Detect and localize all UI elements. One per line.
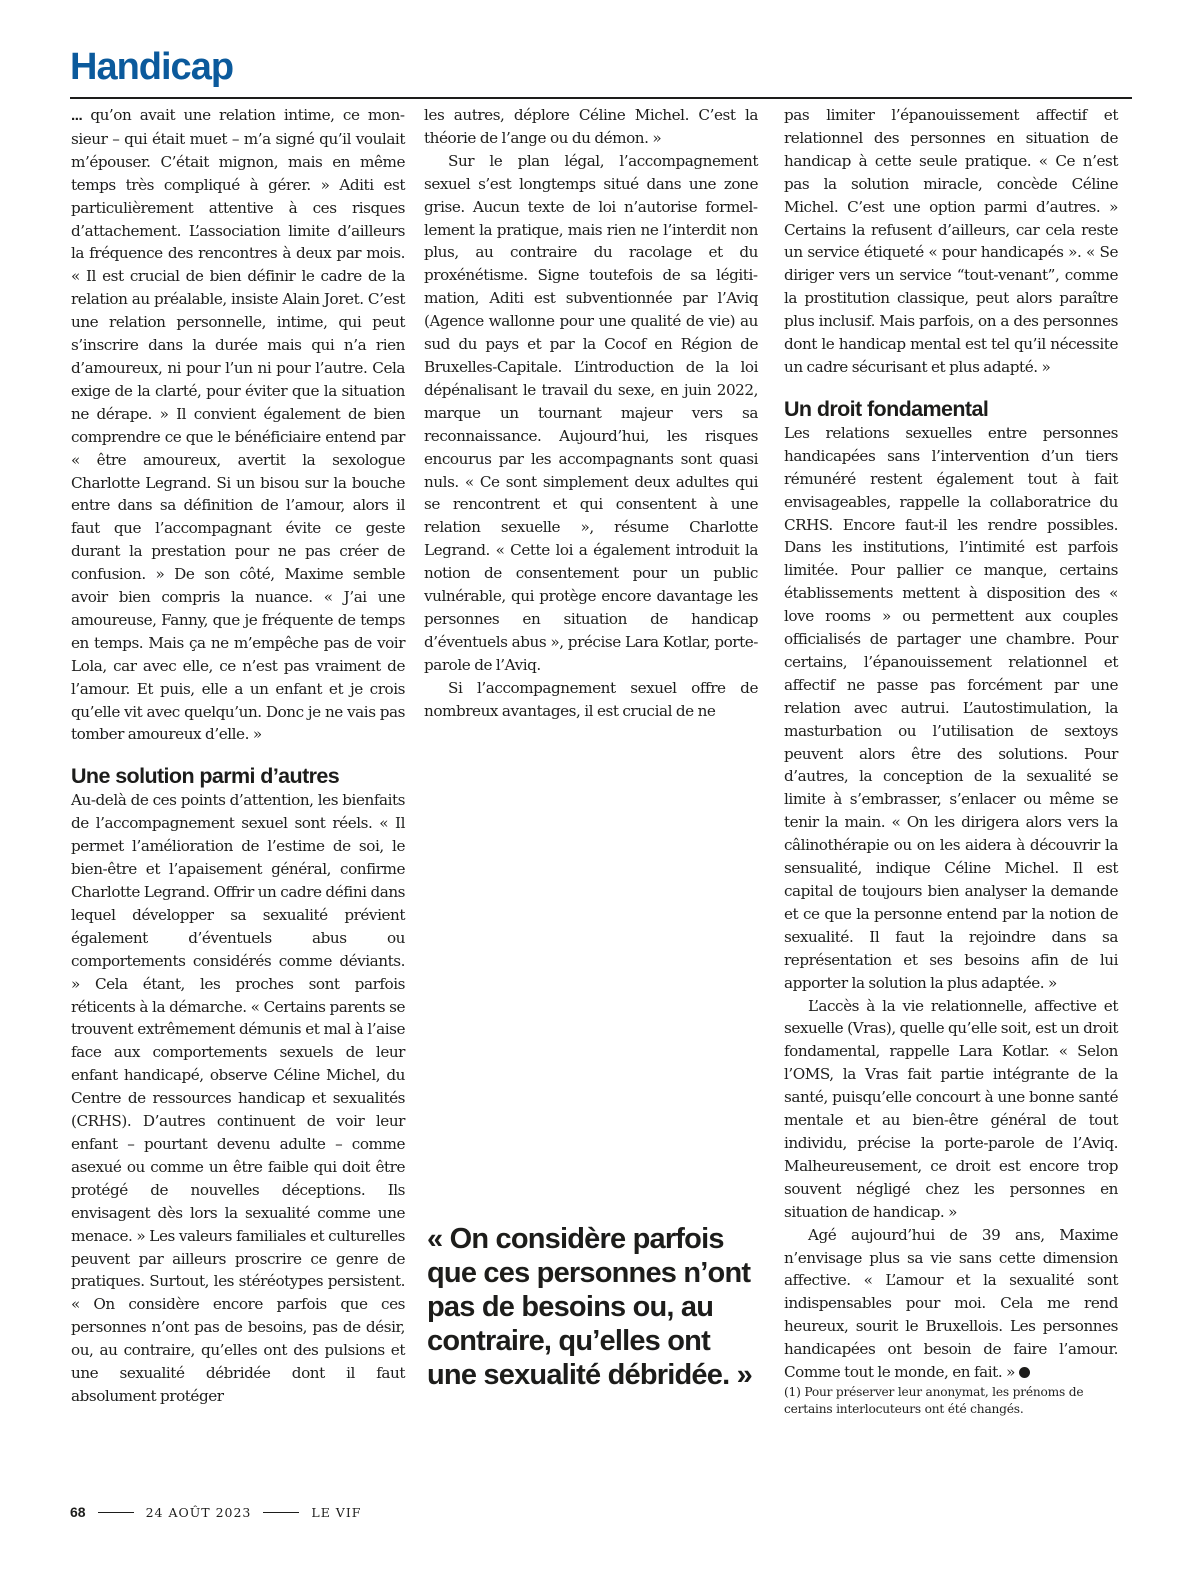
paragraph-text: qu’on avait une relation intime, ce monsieur – qui était muet – m’a signé qu’il voulait m’épouser. C’était mignon, mais en même temps très compliqué à gérer. » Aditi est particulièrement attentive à ces risques d’attachement. L’association limite d’ailleurs la fréquence des rencontres à deux par mois. « Il est crucial de bien définir le cadre de la relation au préalable, insiste Alain Joret. C’est une relation personnelle, intime, qui peut s’inscrire dans la durée mais qui n’a rien d’amoureux, ni pour l’un ni pour l’autre. Cela exige de la clarté, pour éviter que la situation ne dérape. » Il convient également de bien comprendre ce que le bénéficiaire entend par « être amoureux, avertit la sexologue Charlotte Legrand. Si un bisou sur la bouche entre dans sa définition de l’amour, alors il faut que l’accompagnant évite ce geste durant la prestation pour ne pas créer de confusion. » De son côté, Maxime semble avoir bien compris la nuance. « J’ai une amoureuse, Fanny, que je fréquente de temps en temps. Mais ça ne m’empêche pas de voir Lola, car avec elle, ce n’est pas vraiment de l’amour. Et puis, elle a un enfant et je crois qu’elle vit avec quelqu’un. Donc je ne vais pas tomber amoureux d’elle. » [71,106,405,744]
subheading: Un droit fondamental [784,396,989,421]
paragraph: Au-delà de ces points d’attention, les bienfaits de l’accompagnement sexuel sont réels. « Il permet l’amélioration de l’estime de soi, le bien-être et l’apaisement général, confirme Charlotte Legrand. Offrir un cadre défini dans lequel développer sa sexualité prévient également d’éventuels abus ou comportements considérés comme déviants. » Cela étant, les proches sont parfois réticents à la démarche. « Certains parents se trouvent extrêmement démunis et mal à l’aise face aux comportements sexuels de leur enfant handicapé, observe Céline Michel, du Centre de ressources handicap et sexualités (CRHS). D’autres continuent de voir leur enfant – pourtant devenu adulte – comme asexué ou comme un être faible qui doit être protégé de nouvelles déceptions. Ils envisagent dès lors la sexualité comme une menace. » Les valeurs familiales et culturelles peuvent par ailleurs proscrire ce genre de pratiques. Surtout, les stéréotypes persistent. « On considère encore parfois que ces personnes n’ont pas de besoins, pas de désir, ou, au contraire, qu’elles ont des pulsions et une sexualité débridée dont il faut absolument protéger [71,791,405,1405]
paragraph [784,1224,1118,1384]
paragraph: pas limiter l’épanouissement affectif et relationnel des personnes en situation de handicap à cette seule pratique. « Ce n’est pas la solution miracle, concède Céline Michel. C’est une option parmi d’autres. » Certains la refusent d’ailleurs, car cela reste un service étiqueté « pour handicapés ». « Se diriger vers un service “tout-venant”, comme la prostitution classique, peut alors paraître plus inclusif. Mais parfois, on a des personnes dont le handicap mental est tel qu’il nécessite un cadre sécurisant et plus adapté. » [784,106,1118,376]
paragraph-text: Agé aujourd’hui de 39 ans, Maxime n’envisage plus sa vie sans cette dimension affective. « L’amour et la sexualité sont indispensables pour moi. Cela me rend heureux, sourit le Bruxellois. Les personnes handicapées ont besoin de faire l’amour. Comme tout le monde, en fait. » [784,1225,1118,1382]
folio-divider [263,1512,299,1513]
paragraph: Les relations sexuelles entre personnes handicapées sans l’intervention d’un tiers rémunéré restent également tout à fait envisageables, rappelle la collaboratrice du CRHS. Encore faut-il les rendre possibles. Dans les institutions, l’intimité est parfois limitée. Pour pallier ce manque, certains établissements mettent à disposition des « love rooms » ou permettent aux couples officialisés de partager une chambre. Pour certains, l’épanouissement relationnel et affectif ne passe pas forcément par une relation avec autrui. L’autostimulation, la masturbation ou l’utilisation de sextoys peuvent alors être des solutions. Pour d’autres, la conception de la sexualité se limite à s’embrasser, s’enlacer ou même se tenir la main. « On les dirigera alors vers la câlinothérapie ou on les aidera à découvrir la sensualité, indique Céline Michel. Il est capital de toujours bien analyser la demande et ce que la personne entend par la notion de sexualité. Il faut la rejoindre dans sa représentation et ses besoins afin de lui apporter la solution la plus adaptée. » [784,423,1118,992]
folio-divider [98,1512,134,1513]
paragraph: Sur le plan légal, l’accompagnement sexuel s’est longtemps situé dans une zone grise. Aucun texte de loi n’autorise formellement la pratique, mais rien ne l’interdit non plus, au contraire du racolage et du proxénétisme. Signe toutefois de sa légitimation, Aditi est subventionnée par l’Aviq (Agence wallonne pour une qualité de vie) au sud du pays et par la Cocof en Région de Bruxelles-Capitale. L’introduction de la loi dépénalisant le travail du sexe, en juin 2022, marque un tournant majeur vers sa reconnaissance. Aujourd’hui, les risques encourus par les accompagnants sont quasi nuls. « Ce sont simplement deux adultes qui se rencontrent et qui consentent à une relation sexuelle », résume Charlotte Legrand. « Cette loi a également introduit la notion de consentement pour un public vulnérable, qui protège encore davantage les personnes en situation de handicap d’éventuels abus », précise Lara Kotlar, porte-parole de l’Aviq. [424,151,758,674]
paragraph: L’accès à la vie relationnelle, affective et sexuelle (Vras), quelle qu’elle soit, est un droit fondamental, rappelle Lara Kotlar. « Selon l’OMS, la Vras fait partie intégrante de la santé, puisqu’elle concourt à une bonne santé mentale et au bien-être général de tout individu, précise la porte-parole de l’Aviq. Malheureusement, ce droit est encore trop souvent négligé chez les personnes en situation de handicap. » [784,996,1118,1221]
title-rule [70,97,1132,99]
article-column-2 [424,104,758,722]
pull-quote: « On considère parfois que ces personnes n’ont pas de besoins ou, au contraire, qu’elles ont une sexualité débridée. » [427,1223,752,1391]
subheading: Une solution parmi d’autres [71,764,340,789]
paragraph [71,104,405,746]
page-folio [70,1504,361,1520]
footnote: (1) Pour préserver leur anonymat, les prénoms de certains interlocuteurs ont été changés. [784,1384,1084,1416]
paragraph: Si l’accompagnement sexuel offre de nombreux avantages, il est crucial de ne [424,678,758,720]
article-column-1 [71,104,405,1408]
issue-date: 24 AOÛT 2023 [145,1504,252,1520]
paragraph: les autres, déplore Céline Michel. C’est la théorie de l’ange ou du démon. » [424,106,758,147]
continuation-marker: ... [71,107,83,124]
end-of-article-dot-icon [1019,1367,1030,1378]
article-column-3 [784,104,1118,1418]
magazine-name: LE VIF [311,1504,362,1520]
page-number: 68 [70,1504,86,1520]
section-title: Handicap [70,46,234,88]
